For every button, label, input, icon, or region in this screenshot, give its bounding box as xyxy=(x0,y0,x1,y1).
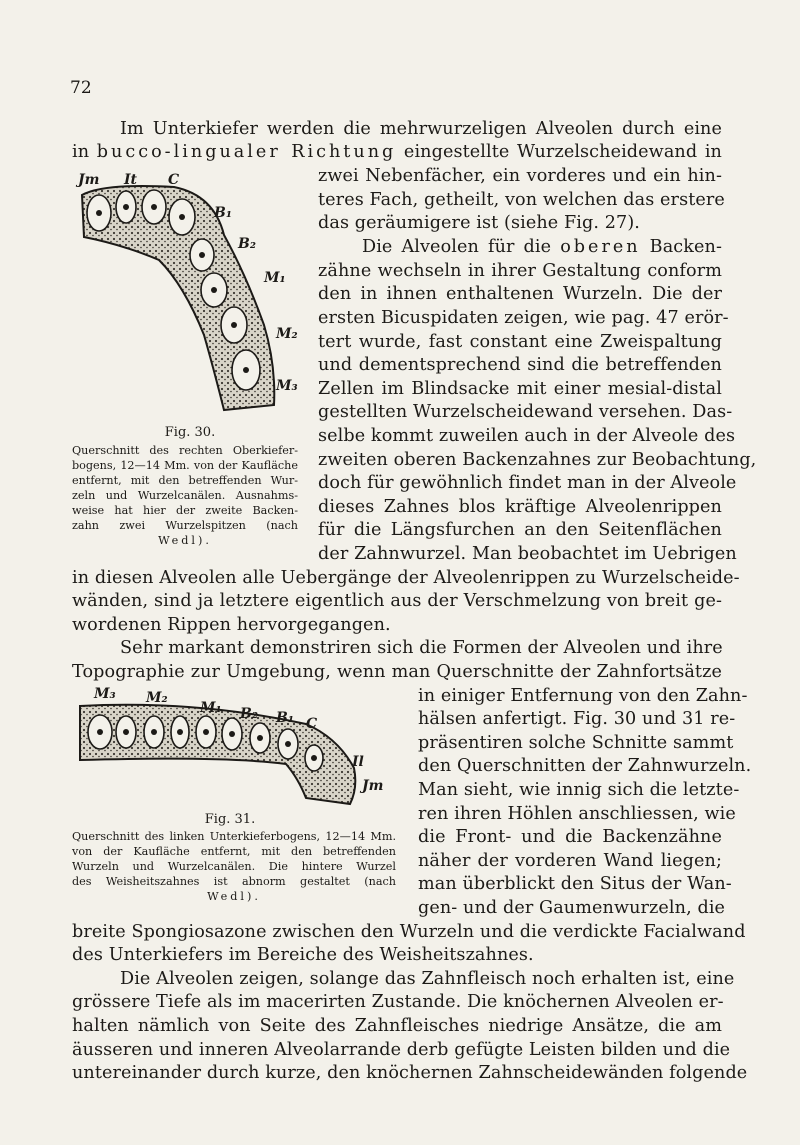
figure-label-m1: M₁ xyxy=(264,270,286,286)
text-line: teres Fach, getheilt, von welchen das erstere xyxy=(318,190,725,210)
text-line: tert wurde, fast constant eine Zweispaltung xyxy=(318,332,722,352)
caption-line: entfernt, mit den betreffenden Wur- xyxy=(72,474,298,487)
text-line: ren ihren Höhlen anschliessen, wie xyxy=(418,804,736,824)
caption-line: des Weisheitszahnes ist abnorm gestaltet (nach xyxy=(72,875,396,888)
text-line: gestellten Wurzelscheidewand versehen. Das- xyxy=(318,402,733,422)
text-line: ersten Bicuspidaten zeigen, wie pag. 47 erör- xyxy=(318,308,729,328)
text-line: des Unterkiefers im Bereiche des Weisheitszahnes. xyxy=(72,945,534,965)
figure-label-c: C xyxy=(168,172,180,188)
figure-30-caption xyxy=(72,443,298,548)
text-line: für die Längsfurchen an den Seitenflächen xyxy=(318,520,722,540)
text-line xyxy=(362,236,722,258)
text-line: Topographie zur Umgebung, wenn man Querschnitte der Zahnfortsätze xyxy=(72,662,722,682)
figure-label-m1: M₁ xyxy=(200,700,222,716)
spaced-text: oberen xyxy=(560,237,641,257)
figure-label-m2: M₂ xyxy=(146,690,168,706)
figure-label-m3: M₃ xyxy=(94,686,116,702)
text-line: breite Spongiosazone zwischen den Wurzeln und die verdickte Facialwand xyxy=(72,922,746,942)
text-run: Im Unterkiefer werden die mehrwurzeligen Alveolen durch eine xyxy=(120,119,722,139)
figure-label-jm: Jm xyxy=(362,778,384,794)
figure-label-b1: B₁ xyxy=(214,205,232,221)
text-line: gen- und der Gaumenwurzeln, die xyxy=(418,898,726,918)
text-line: zweiten oberen Backenzahnes zur Beobachtung, xyxy=(318,450,757,470)
page-number: 72 xyxy=(70,78,92,98)
text-line: in einiger Entfernung von den Zahn- xyxy=(418,686,748,706)
figure-label-m3: M₃ xyxy=(276,378,298,394)
text-line: zwei Nebenfächer, ein vorderes und ein hin- xyxy=(318,166,722,186)
figure-label-c: C xyxy=(306,716,318,732)
figure-label-jm: Jm xyxy=(78,172,100,188)
caption-line: Querschnitt des rechten Oberkiefer- xyxy=(72,444,298,457)
figure-label-il: Il xyxy=(352,754,364,770)
figure-31-title: Fig. 31. xyxy=(204,812,256,827)
figure-label-b1: B₁ xyxy=(276,710,294,726)
text-line: untereinander durch kurze, den knöchernen Zahnscheidewänden folgende xyxy=(72,1063,748,1083)
text-line: wordenen Rippen hervorgegangen. xyxy=(72,615,391,635)
text-line: die Front- und die Backenzähne xyxy=(418,827,722,847)
text-line: präsentiren solche Schnitte sammt xyxy=(418,733,734,753)
figure-label-b2: B₂ xyxy=(240,706,258,722)
caption-line: weise hat hier der zweite Backen- xyxy=(72,504,298,517)
text-run: Die Alveolen für die xyxy=(362,237,561,257)
figure-31-illustration xyxy=(76,698,376,810)
text-line xyxy=(72,118,722,140)
text-line: hälsen anfertigt. Fig. 30 und 31 re- xyxy=(418,709,736,729)
text-line: näher der vorderen Wand liegen; xyxy=(418,851,722,871)
text-line: Zellen im Blindsacke mit einer mesial-distal xyxy=(318,379,722,399)
text-line: zähne wechseln in ihrer Gestaltung conform xyxy=(318,261,722,281)
caption-line: Querschnitt des linken Unterkieferbogens, 12—14 Mm. xyxy=(72,830,396,843)
text-line: dieses Zahnes blos kräftige Alveolenrippen xyxy=(318,497,722,517)
text-line: doch für gewöhnlich findet man in der Alveole xyxy=(318,473,737,493)
text-line: grössere Tiefe als im macerirten Zustande. Die knöchernen Alveolen er- xyxy=(72,992,724,1012)
text-line: das geräumigere ist (siehe Fig. 27). xyxy=(318,213,640,233)
text-run: in xyxy=(72,142,97,162)
text-line: der Zahnwurzel. Man beobachtet im Uebrigen xyxy=(318,544,737,564)
figure-31-caption xyxy=(72,829,396,904)
caption-line: von der Kaufläche entfernt, mit den betreffenden xyxy=(72,845,396,858)
text-line: den Querschnitten der Zahnwurzeln. xyxy=(418,756,752,776)
text-line: Man sieht, wie innig sich die letzte- xyxy=(418,780,740,800)
figure-label-b2: B₂ xyxy=(238,236,256,252)
figure-30-title: Fig. 30. xyxy=(164,425,216,440)
text-line: in diesen Alveolen alle Uebergänge der Alveolenrippen zu Wurzelscheide- xyxy=(72,568,740,588)
text-line: Die Alveolen zeigen, solange das Zahnfleisch noch erhalten ist, eine xyxy=(120,969,735,989)
text-line: und dementsprechend sind die betreffenden xyxy=(318,355,722,375)
caption-line: Wedl). xyxy=(158,534,212,547)
spaced-text: bucco-lingualer Richtung xyxy=(96,142,397,162)
text-line: wänden, sind ja letztere eigentlich aus der Verschmelzung von breit ge- xyxy=(72,591,722,611)
text-line: selbe kommt zuweilen auch in der Alveole des xyxy=(318,426,736,446)
caption-line: bogens, 12—14 Mm. von der Kaufläche xyxy=(72,459,298,472)
text-line xyxy=(72,141,722,163)
caption-line: zeln und Wurzelcanälen. Ausnahms- xyxy=(72,489,298,502)
figure-label-it: It xyxy=(124,172,138,188)
text-line: halten nämlich von Seite des Zahnfleisches niedrige Ansätze, die am xyxy=(72,1016,722,1036)
text-line: den in ihnen enthaltenen Wurzeln. Die der xyxy=(318,284,722,304)
caption-line: Wurzeln und Wurzelcanälen. Die hintere Wurzel xyxy=(72,860,396,873)
text-line: man überblickt den Situs der Wan- xyxy=(418,874,732,894)
text-run: eingestellte Wurzelscheidewand in xyxy=(396,142,722,162)
figure-label-m2: M₂ xyxy=(276,326,298,342)
text-line: Sehr markant demonstriren sich die Formen der Alveolen und ihre xyxy=(120,638,723,658)
text-run: Backen- xyxy=(640,237,722,257)
text-line: äusseren und inneren Alveolarrande derb gefügte Leisten bilden und die xyxy=(72,1040,731,1060)
caption-line: zahn zwei Wurzelspitzen (nach xyxy=(72,519,298,532)
caption-line: Wedl). xyxy=(207,890,261,903)
